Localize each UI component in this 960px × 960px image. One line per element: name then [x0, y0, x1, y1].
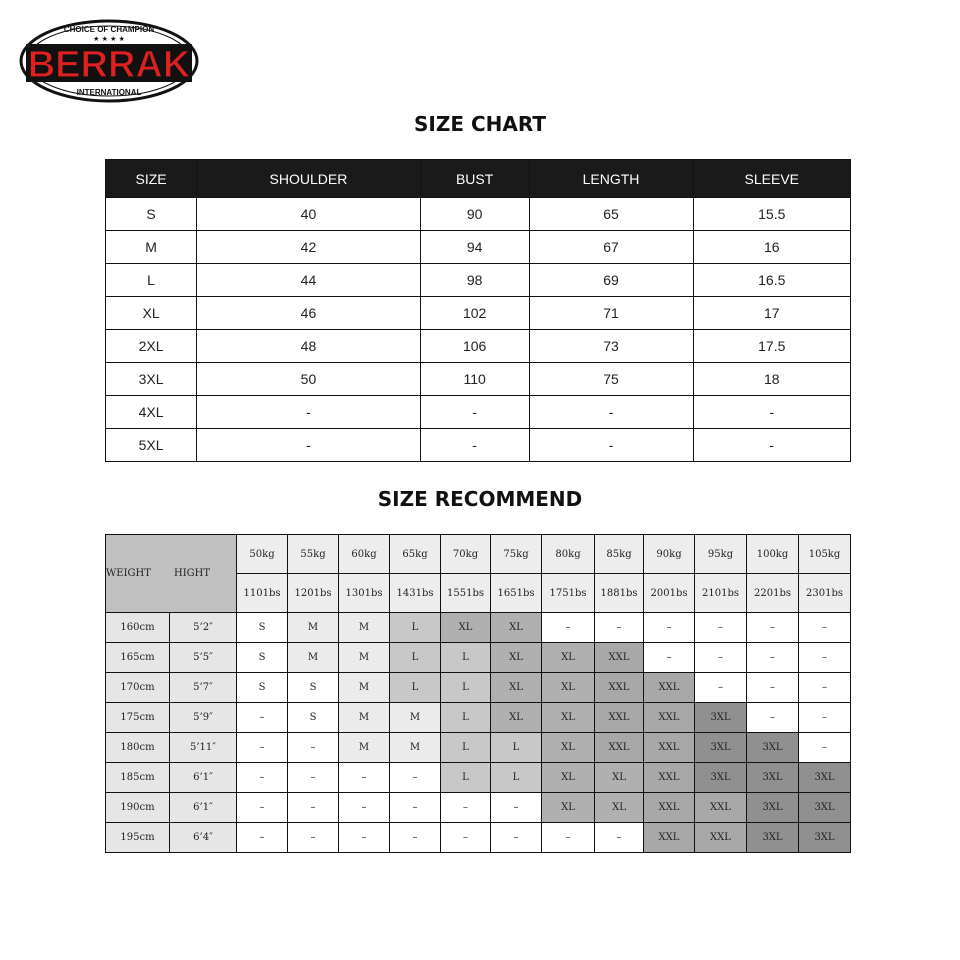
size-chart-cell-sleeve: 17	[693, 297, 850, 330]
recommend-size-cell: –	[644, 643, 695, 673]
size-chart-cell-shoulder: -	[197, 396, 421, 429]
recommend-size-cell: –	[339, 763, 390, 793]
recommend-size-cell: XL	[491, 673, 542, 703]
size-recommend-title: SIZE RECOMMEND	[377, 487, 583, 511]
recommend-size-cell: –	[288, 823, 339, 853]
recommend-size-cell: S	[288, 703, 339, 733]
height-row	[106, 793, 851, 823]
recommend-size-cell: XXL	[595, 733, 644, 763]
recommend-size-cell: XL	[491, 613, 542, 643]
height-ft-label: 6’1″	[170, 763, 237, 793]
corner-height-label: HIGHT	[174, 568, 211, 579]
recommend-size-cell: L	[390, 613, 441, 643]
recommend-size-cell: XL	[542, 733, 595, 763]
size-chart-header-bust: BUST	[420, 160, 529, 198]
recommend-size-cell: –	[799, 703, 851, 733]
weight-lbs-header: 1551bs	[441, 574, 491, 613]
height-cm-label: 195cm	[106, 823, 170, 853]
size-chart-cell-bust: 98	[420, 264, 529, 297]
size-chart-cell-length: 69	[529, 264, 693, 297]
height-row	[106, 703, 851, 733]
recommend-size-cell: –	[288, 793, 339, 823]
height-row	[106, 823, 851, 853]
recommend-size-cell: XL	[491, 643, 542, 673]
weight-height-corner	[106, 535, 237, 613]
recommend-size-cell: M	[339, 643, 390, 673]
recommend-size-cell: –	[237, 733, 288, 763]
recommend-size-cell: L	[441, 703, 491, 733]
recommend-size-cell: –	[747, 703, 799, 733]
recommend-size-cell: M	[339, 703, 390, 733]
recommend-size-cell: –	[695, 613, 747, 643]
height-ft-label: 5’2″	[170, 613, 237, 643]
height-row	[106, 673, 851, 703]
size-chart-cell-length: 73	[529, 330, 693, 363]
weight-kg-header: 70kg	[441, 535, 491, 574]
height-cm-label: 175cm	[106, 703, 170, 733]
size-chart-cell-size: 4XL	[106, 396, 197, 429]
recommend-size-cell: –	[237, 793, 288, 823]
recommend-size-cell: XL	[542, 763, 595, 793]
recommend-size-cell: XL	[595, 793, 644, 823]
logo-top-text: CHOICE OF CHAMPION	[63, 25, 155, 34]
recommend-size-cell: –	[799, 673, 851, 703]
size-chart-row	[106, 396, 851, 429]
recommend-size-cell: –	[390, 793, 441, 823]
height-row	[106, 763, 851, 793]
height-cm-label: 180cm	[106, 733, 170, 763]
recommend-size-cell: –	[491, 823, 542, 853]
recommend-size-cell: M	[390, 703, 441, 733]
size-chart-row	[106, 231, 851, 264]
weight-kg-header: 55kg	[288, 535, 339, 574]
weight-kg-header: 60kg	[339, 535, 390, 574]
weight-lbs-header: 2101bs	[695, 574, 747, 613]
size-chart-cell-sleeve: 18	[693, 363, 850, 396]
recommend-size-cell: –	[799, 613, 851, 643]
recommend-size-cell: –	[237, 703, 288, 733]
weight-kg-header: 80kg	[542, 535, 595, 574]
recommend-size-cell: XL	[595, 763, 644, 793]
size-chart-cell-shoulder: 46	[197, 297, 421, 330]
size-chart-row	[106, 297, 851, 330]
size-chart-row	[106, 330, 851, 363]
weight-lbs-header: 1431bs	[390, 574, 441, 613]
recommend-size-cell: –	[799, 643, 851, 673]
recommend-size-cell: S	[237, 613, 288, 643]
size-chart-cell-shoulder: 48	[197, 330, 421, 363]
size-chart-cell-bust: 90	[420, 198, 529, 231]
berrak-logo	[18, 18, 200, 104]
height-cm-label: 160cm	[106, 613, 170, 643]
weight-lbs-header: 2301bs	[799, 574, 851, 613]
height-cm-label: 190cm	[106, 793, 170, 823]
height-ft-label: 5’5″	[170, 643, 237, 673]
size-chart-header-row	[106, 160, 851, 198]
weight-lbs-header: 1751bs	[542, 574, 595, 613]
size-chart-cell-size: XL	[106, 297, 197, 330]
size-chart-cell-size: 5XL	[106, 429, 197, 462]
recommend-size-cell: 3XL	[695, 703, 747, 733]
recommend-size-cell: XL	[542, 673, 595, 703]
recommend-size-cell: S	[288, 673, 339, 703]
weight-kg-header: 95kg	[695, 535, 747, 574]
recommend-size-cell: L	[491, 733, 542, 763]
recommend-size-cell: L	[441, 763, 491, 793]
recommend-size-cell: 3XL	[747, 793, 799, 823]
height-cm-label: 165cm	[106, 643, 170, 673]
size-chart-cell-bust: -	[420, 396, 529, 429]
recommend-size-cell: –	[695, 673, 747, 703]
recommend-size-cell: –	[595, 823, 644, 853]
size-chart-cell-bust: 102	[420, 297, 529, 330]
weight-kg-header: 75kg	[491, 535, 542, 574]
size-chart-cell-sleeve: 15.5	[693, 198, 850, 231]
height-row	[106, 613, 851, 643]
recommend-size-cell: 3XL	[799, 793, 851, 823]
recommend-size-cell: XXL	[644, 733, 695, 763]
recommend-size-cell: L	[390, 673, 441, 703]
recommend-size-cell: XL	[542, 703, 595, 733]
weight-kg-row	[106, 535, 851, 574]
recommend-size-cell: S	[237, 643, 288, 673]
size-chart-cell-shoulder: 42	[197, 231, 421, 264]
logo-bottom-text: INTERNATIONAL	[76, 88, 142, 97]
size-chart-row	[106, 198, 851, 231]
size-chart-cell-shoulder: -	[197, 429, 421, 462]
weight-kg-header: 65kg	[390, 535, 441, 574]
recommend-size-cell: –	[390, 763, 441, 793]
recommend-size-cell: XXL	[644, 673, 695, 703]
weight-kg-header: 100kg	[747, 535, 799, 574]
logo-brand: BERRAK	[27, 44, 191, 86]
recommend-size-cell: 3XL	[747, 733, 799, 763]
height-cm-label: 170cm	[106, 673, 170, 703]
recommend-size-cell: –	[441, 793, 491, 823]
recommend-size-cell: 3XL	[799, 763, 851, 793]
size-chart-header-sleeve: SLEEVE	[693, 160, 850, 198]
weight-lbs-header: 2001bs	[644, 574, 695, 613]
size-chart-cell-size: M	[106, 231, 197, 264]
corner-weight-label: WEIGHT	[106, 568, 151, 579]
recommend-size-cell: XXL	[595, 703, 644, 733]
height-ft-label: 5’9″	[170, 703, 237, 733]
size-chart-cell-shoulder: 50	[197, 363, 421, 396]
recommend-size-cell: 3XL	[799, 823, 851, 853]
size-chart-cell-sleeve: -	[693, 429, 850, 462]
size-chart-cell-length: 75	[529, 363, 693, 396]
recommend-size-cell: XXL	[595, 673, 644, 703]
weight-kg-header: 85kg	[595, 535, 644, 574]
size-chart-cell-size: S	[106, 198, 197, 231]
recommend-size-cell: L	[390, 643, 441, 673]
recommend-size-cell: XXL	[644, 823, 695, 853]
size-chart-cell-bust: 94	[420, 231, 529, 264]
height-ft-label: 5’11″	[170, 733, 237, 763]
recommend-size-cell: M	[339, 613, 390, 643]
recommend-size-cell: –	[339, 793, 390, 823]
recommend-size-cell: –	[339, 823, 390, 853]
recommend-size-cell: L	[441, 643, 491, 673]
recommend-size-cell: XL	[441, 613, 491, 643]
size-chart-cell-length: 65	[529, 198, 693, 231]
size-chart-cell-bust: -	[420, 429, 529, 462]
recommend-size-cell: XL	[542, 793, 595, 823]
recommend-size-cell: 3XL	[695, 733, 747, 763]
size-chart-cell-shoulder: 40	[197, 198, 421, 231]
height-cm-label: 185cm	[106, 763, 170, 793]
recommend-size-cell: M	[339, 733, 390, 763]
recommend-size-cell: L	[441, 733, 491, 763]
size-chart-cell-sleeve: -	[693, 396, 850, 429]
size-chart-row	[106, 363, 851, 396]
recommend-size-cell: 3XL	[747, 823, 799, 853]
size-chart-header-size: SIZE	[106, 160, 197, 198]
size-chart-cell-bust: 106	[420, 330, 529, 363]
recommend-size-cell: –	[799, 733, 851, 763]
recommend-size-cell: –	[747, 613, 799, 643]
recommend-size-cell: M	[339, 673, 390, 703]
recommend-size-cell: –	[491, 793, 542, 823]
weight-kg-header: 90kg	[644, 535, 695, 574]
size-chart-cell-length: -	[529, 429, 693, 462]
size-chart-cell-length: 71	[529, 297, 693, 330]
recommend-size-cell: –	[695, 643, 747, 673]
size-chart-header-shoulder: SHOULDER	[197, 160, 421, 198]
recommend-size-cell: XXL	[695, 793, 747, 823]
size-chart-cell-shoulder: 44	[197, 264, 421, 297]
recommend-size-cell: –	[441, 823, 491, 853]
height-row	[106, 643, 851, 673]
size-chart-cell-length: 67	[529, 231, 693, 264]
recommend-size-cell: –	[747, 673, 799, 703]
size-chart-cell-size: 3XL	[106, 363, 197, 396]
recommend-size-cell: –	[747, 643, 799, 673]
size-chart-cell-sleeve: 16.5	[693, 264, 850, 297]
recommend-size-cell: –	[595, 613, 644, 643]
recommend-size-cell: XXL	[695, 823, 747, 853]
recommend-size-cell: XXL	[644, 793, 695, 823]
recommend-size-cell: –	[644, 613, 695, 643]
size-chart-cell-size: L	[106, 264, 197, 297]
size-chart-title: SIZE CHART	[413, 112, 546, 136]
size-chart-cell-sleeve: 17.5	[693, 330, 850, 363]
size-chart-cell-sleeve: 16	[693, 231, 850, 264]
weight-lbs-header: 2201bs	[747, 574, 799, 613]
recommend-size-cell: –	[542, 613, 595, 643]
recommend-size-cell: XXL	[595, 643, 644, 673]
weight-lbs-header: 1301bs	[339, 574, 390, 613]
size-chart-table	[105, 159, 851, 462]
height-ft-label: 6’1″	[170, 793, 237, 823]
recommend-size-cell: –	[237, 763, 288, 793]
weight-kg-header: 50kg	[237, 535, 288, 574]
weight-lbs-header: 1201bs	[288, 574, 339, 613]
weight-lbs-header: 1651bs	[491, 574, 542, 613]
size-chart-cell-length: -	[529, 396, 693, 429]
recommend-size-cell: –	[542, 823, 595, 853]
recommend-size-cell: L	[491, 763, 542, 793]
recommend-size-cell: –	[237, 823, 288, 853]
recommend-size-cell: XXL	[644, 763, 695, 793]
recommend-size-cell: 3XL	[747, 763, 799, 793]
height-row	[106, 733, 851, 763]
size-chart-row	[106, 264, 851, 297]
recommend-size-cell: S	[237, 673, 288, 703]
size-chart-row	[106, 429, 851, 462]
weight-lbs-header: 1881bs	[595, 574, 644, 613]
recommend-size-cell: 3XL	[695, 763, 747, 793]
svg-text:★ ★ ★ ★: ★ ★ ★ ★	[93, 35, 125, 43]
weight-kg-header: 105kg	[799, 535, 851, 574]
recommend-size-cell: XXL	[644, 703, 695, 733]
recommend-size-cell: M	[288, 613, 339, 643]
recommend-size-cell: –	[288, 733, 339, 763]
height-ft-label: 6’4″	[170, 823, 237, 853]
recommend-size-cell: –	[288, 763, 339, 793]
recommend-size-cell: L	[441, 673, 491, 703]
recommend-size-cell: XL	[542, 643, 595, 673]
weight-lbs-header: 1101bs	[237, 574, 288, 613]
recommend-size-cell: XL	[491, 703, 542, 733]
size-chart-header-length: LENGTH	[529, 160, 693, 198]
recommend-size-cell: –	[390, 823, 441, 853]
size-chart-cell-bust: 110	[420, 363, 529, 396]
size-chart-cell-size: 2XL	[106, 330, 197, 363]
recommend-size-cell: M	[288, 643, 339, 673]
size-recommend-table	[105, 534, 851, 853]
height-ft-label: 5’7″	[170, 673, 237, 703]
recommend-size-cell: M	[390, 733, 441, 763]
